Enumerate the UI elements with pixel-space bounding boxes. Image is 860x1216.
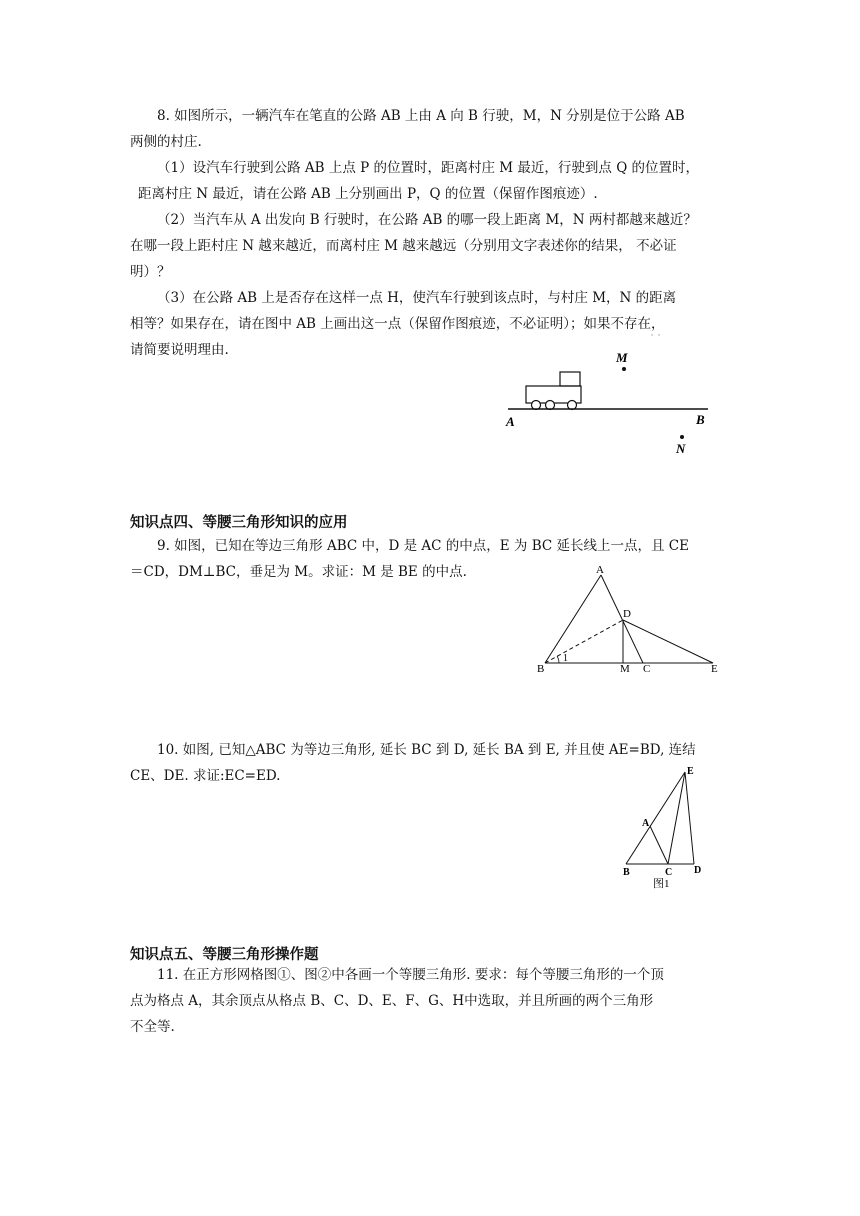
q9-label-e: E	[711, 663, 718, 675]
q9-segment-de	[623, 620, 713, 663]
q9-label-b: B	[537, 663, 545, 675]
q8-line1: 8. 如图所示，一辆汽车在笔直的公路 AB 上由 A 向 B 行驶，M，N 分别是位于公路 AB	[157, 108, 685, 124]
q8-car-wheel	[568, 401, 577, 410]
q10-line1: 10. 如图, 已知△ABC 为等边三角形, 延长 BC 到 D, 延长 BA 到 E, 并且使 AE=BD, 连结	[157, 742, 696, 758]
q9-label-a: A	[596, 564, 604, 576]
q9-line2: ＝CD，DM⊥BC，垂足为 M。求证：M 是 BE 的中点.	[130, 564, 467, 580]
section4-heading: 知识点四、等腰三角形知识的应用	[130, 515, 348, 531]
q10-label-d: D	[694, 865, 702, 876]
q9-label-c: C	[643, 663, 651, 675]
q8-village-n	[680, 435, 684, 439]
q10-segment-ac	[650, 826, 668, 864]
q9-label-m: M	[620, 663, 630, 675]
q8-car-wheel	[532, 401, 541, 410]
q8-label-a: A	[506, 414, 515, 429]
q8-label-b: B	[696, 412, 705, 427]
q10-label-a: A	[642, 818, 650, 829]
q9-label-d: D	[623, 608, 631, 620]
q8-part3-line2: 相等？如果存在，请在图中 AB 上画出这一点（保留作图痕迹，不必证明）；如果不存在，	[130, 316, 665, 332]
q9-side-ac	[601, 575, 643, 663]
q8-part3-line3: 请简要说明理由.	[130, 342, 229, 358]
q10-label-b: B	[623, 867, 630, 878]
q9-side-ab	[545, 575, 601, 663]
q9-angle-1-arc	[557, 656, 559, 663]
q10-segment-de	[685, 772, 694, 864]
q9-line1: 9. 如图，已知在等边三角形 ABC 中，D 是 AC 的中点，E 为 BC 延长线上一点，且 CE	[157, 538, 689, 554]
q8-part1-line2: 距离村庄 N 最近，请在公路 AB 上分别画出 P，Q 的位置（保留作图痕迹）.	[138, 186, 598, 202]
q11-line2: 点为格点 A，其余顶点从格点 B、C、D、E、F、G、H中选取，并且所画的两个三角形	[130, 993, 654, 1009]
q8-part2-line1: （2）当汽车从 A 出发向 B 行驶时，在公路 AB 的哪一段上距离 M，N 两村都越来越近？	[157, 212, 697, 228]
q11-line3: 不全等.	[130, 1019, 175, 1035]
q8-part2-line3: 明）？	[130, 264, 171, 280]
q11-text	[130, 962, 735, 1040]
q9-segment-bd	[545, 620, 623, 663]
q8-car-wheel	[546, 401, 555, 410]
q10-line2: CE、DE. 求证:EC=ED.	[130, 768, 281, 784]
section5-heading: 知识点五、等腰三角形操作题	[130, 947, 319, 963]
q8-part2-line2: 在哪一段上距村庄 N 越来越近，而离村庄 M 越来越远（分别用文字表述你的结果， 不必证	[130, 238, 677, 254]
q11-line1: 11. 在正方形网格图①、图②中各画一个等腰三角形. 要求：每个等腰三角形的一个顶	[157, 967, 664, 983]
q8-top-marks: ˙ ˙	[650, 331, 661, 345]
q8-line2: 两侧的村庄.	[130, 134, 202, 150]
q8-figure	[500, 330, 720, 460]
q8-part3-line1: （3）在公路 AB 上是否存在这样一点 H，使汽车行驶到该点时，与村庄 M，N 的距离	[157, 290, 677, 306]
q9-figure	[535, 562, 725, 682]
q8-text	[130, 103, 735, 363]
q9-label-1: 1	[563, 653, 568, 664]
q10-figure-caption: 图1	[653, 878, 670, 890]
q10-label-e: E	[687, 766, 694, 777]
q10-label-c: C	[665, 867, 673, 878]
q10-figure	[618, 766, 718, 896]
q8-part1-line1: （1）设汽车行驶到公路 AB 上点 P 的位置时，距离村庄 M 最近，行驶到点 Q 的位置时，	[157, 160, 700, 176]
q8-label-n: N	[676, 441, 686, 456]
q8-car-cab	[560, 372, 580, 386]
q8-label-m: M	[616, 350, 628, 365]
q8-village-m	[622, 367, 626, 371]
